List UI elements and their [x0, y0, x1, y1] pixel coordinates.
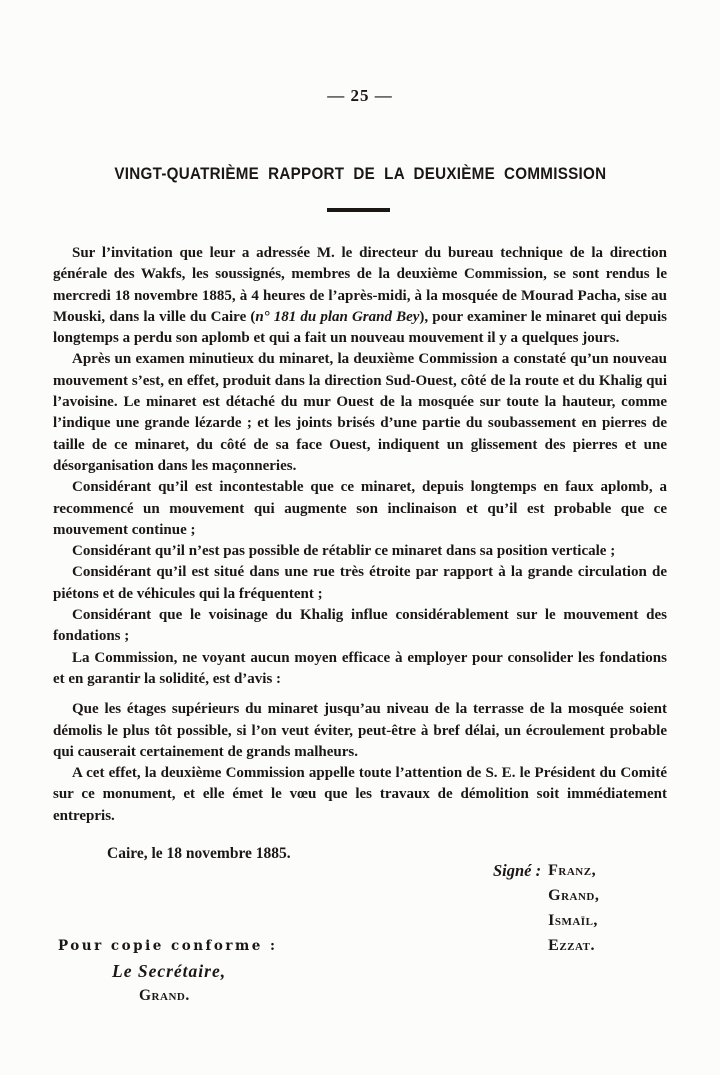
dateline: Caire, le 18 novembre 1885. [107, 845, 291, 862]
paragraph-text: Que les étages supérieurs du minaret jusqu’au niveau de la terrasse de la mosquée soient démolis le plus tôt possible, si l’on veut éviter, peut-être à bref délai, un écroulement probable qui causerait certainement de grands malheurs. [53, 701, 667, 760]
paragraph [53, 605, 667, 648]
signature-names [548, 858, 599, 958]
paragraph-text: Considérant qu’il n’est pas possible de rétablir ce minaret dans sa position verticale ; [72, 543, 616, 560]
secretary-name: Grand. [139, 987, 190, 1004]
signatory-name: Grand, [548, 887, 600, 904]
paragraph [53, 477, 667, 541]
signatory-name: Ezzat. [548, 937, 595, 954]
paragraph [53, 699, 667, 763]
paragraph [53, 349, 667, 477]
paragraph [53, 648, 667, 691]
paragraph [53, 541, 667, 562]
signatory-name: Ismaïl, [548, 912, 598, 929]
paragraph [53, 243, 667, 349]
page-number: — 25 — [327, 86, 393, 105]
paragraph-text: Sur l’invitation que leur a adressée M. le directeur du bureau technique de la direction générale des Wakfs, les soussignés, membres de la deuxième Commission, se sont rendus le mercredi 18 novembre 1885, à 4 heures de l’après-midi, à la mosquée de Mourad Pacha, sise au Mouski, dans la ville du Caire ( [53, 245, 667, 325]
secretary-title: Le Secrétaire, [112, 961, 227, 981]
paragraph [53, 763, 667, 827]
paragraph-text: Considérant qu’il est incontestable que ce minaret, depuis longtemps en faux aplomb, a recommencé un mouvement qui augmente son inclinaison et qu’il est probable que ce mouvement continue ; [53, 479, 667, 538]
report-body [53, 243, 667, 827]
signature-block [493, 858, 599, 958]
paragraph-text: Considérant que le voisinage du Khalig influe considérablement sur le mouvement des fondations ; [53, 607, 667, 645]
report-title [0, 165, 720, 184]
plan-reference: n° 181 du plan Grand Bey [255, 308, 420, 325]
paragraph-text: ), pour examiner le minaret qui depuis longtemps a perdu son aplomb et qui a fait un nouveau mouvement il y a quelques jours. [53, 308, 667, 347]
copy-conforme-note: Pour copie conforme : [58, 938, 278, 954]
signatory-name: Franz, [548, 862, 597, 879]
paragraph-text: A cet effet, la deuxième Commission appelle toute l’attention de S. E. le Président du Comité sur ce monument, et elle émet le vœu que les travaux de démolition soit immédiatement entrepris. [53, 765, 667, 824]
paragraph-text: Après un examen minutieux du minaret, la deuxième Commission a constaté qu’un nouveau mouvement s’est, en effet, produit dans la direction Sud-Ouest, côté de la route et du Khalig qui l’avoisine. Le minaret est détaché du mur Ouest de la mosquée sur toute la hauteur, comme l’indique une grande lézarde ; et les joints brisés d’une partie du soubassement en pierres de taille de ce minaret, du côté de sa face Ouest, indiquent un glissement des pierres et une désorganisation dans les maçonneries. [53, 351, 667, 474]
signed-label: Signé : [493, 861, 542, 880]
report-title-text: VINGT-QUATRIÈME RAPPORT DE LA DEUXIÈME COMMISSION [114, 165, 606, 183]
title-rule [327, 208, 390, 212]
paragraph [53, 562, 667, 605]
paragraph-text: Considérant qu’il est situé dans une rue très étroite par rapport à la grande circulation de piétons et de véhicules qui la fréquentent ; [53, 564, 667, 602]
paragraph-text: La Commission, ne voyant aucun moyen efficace à employer pour consolider les fondations et en garantir la solidité, est d’avis : [53, 649, 667, 687]
